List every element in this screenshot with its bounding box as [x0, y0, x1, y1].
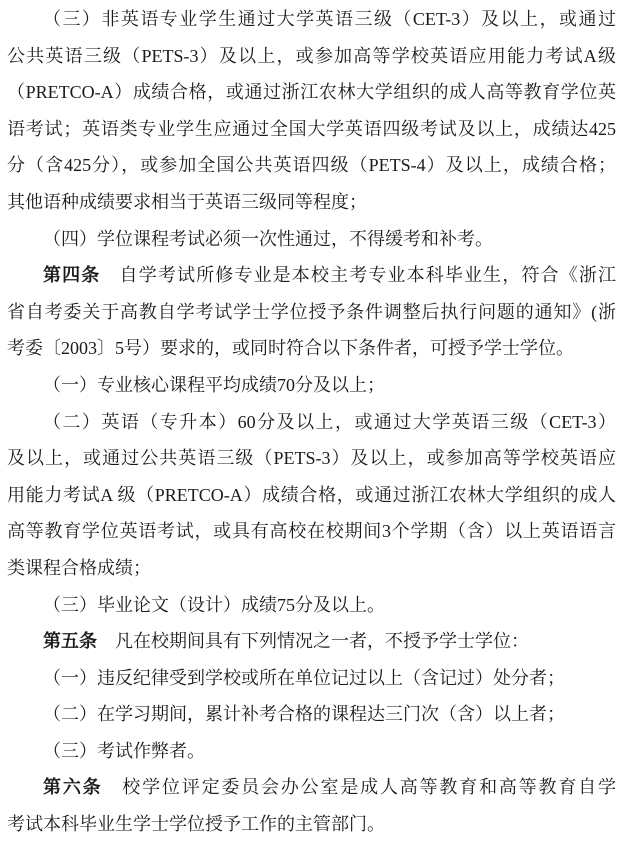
document-line: （四）学位课程考试必须一次性通过，不得缓考和补考。 [43, 228, 493, 249]
document-line: （一）违反纪律受到学校或所在单位记过以上（含记过）处分者； [43, 667, 565, 688]
document-line: 考委〔2003〕5号）要求的，或同时符合以下条件者，可授予学士学位。 [7, 338, 574, 359]
clause-number: 第六条 [43, 777, 103, 798]
document-line [7, 769, 616, 806]
document-line: 语考试；英语类专业学生应通过全国大学英语四级考试及以上，成绩达425 [7, 118, 616, 139]
document-line: （PRETCO-A）成绩合格，或通过浙江农林大学组织的成人高等教育学位英 [7, 82, 616, 103]
document-line: （三）毕业论文（设计）成绩75分及以上。 [43, 594, 385, 615]
document-line: 公共英语三级（PETS-3）及以上，或参加高等学校英语应用能力考试A级 [7, 45, 616, 66]
document-line: （三）考试作弊者。 [43, 740, 205, 761]
document-line: （二）英语（专升本）60分及以上，或通过大学英语三级（CET-3） [43, 411, 616, 432]
document-line: （二）在学习期间，累计补考合格的课程达三门次（含）以上者； [43, 704, 565, 725]
clause-text: 凡在校期间具有下列情况之一者，不授予学士学位： [97, 631, 529, 652]
document-line: 用能力考试A 级（PRETCO-A）成绩合格，或通过浙江农林大学组织的成人 [7, 484, 616, 505]
clause-number: 第四条 [43, 265, 101, 286]
document-line: 省自考委关于高教自学考试学士学位授予条件调整后执行问题的通知》(浙 [7, 301, 616, 322]
clause-number: 第五条 [43, 631, 97, 652]
document-line: 其他语种成绩要求相当于英语三级同等程度； [7, 191, 367, 212]
clause-text: 自学考试所修专业是本校主考专业本科毕业生，符合《浙江 [100, 265, 616, 286]
document-line: （一）专业核心课程平均成绩70分及以上； [43, 374, 385, 395]
document-line: 考试本科毕业生学士学位授予工作的主管部门。 [7, 814, 385, 835]
document-line: 高等教育学位英语考试，或具有高校在校期间3个学期（含）以上英语语言 [7, 521, 616, 542]
document-line: 及以上，或通过公共英语三级（PETS-3）及以上，或参加高等学校英语应 [7, 448, 616, 469]
document-line [7, 623, 616, 660]
clause-text: 校学位评定委员会办公室是成人高等教育和高等教育自学 [102, 777, 616, 798]
document-line [7, 257, 616, 294]
document-line: （三）非英语专业学生通过大学英语三级（CET-3）及以上，或通过 [43, 9, 616, 29]
document-line: 分（含425分），或参加全国公共英语四级（PETS-4）及以上，成绩合格； [7, 155, 616, 176]
document-line: 类课程合格成绩； [7, 557, 151, 578]
